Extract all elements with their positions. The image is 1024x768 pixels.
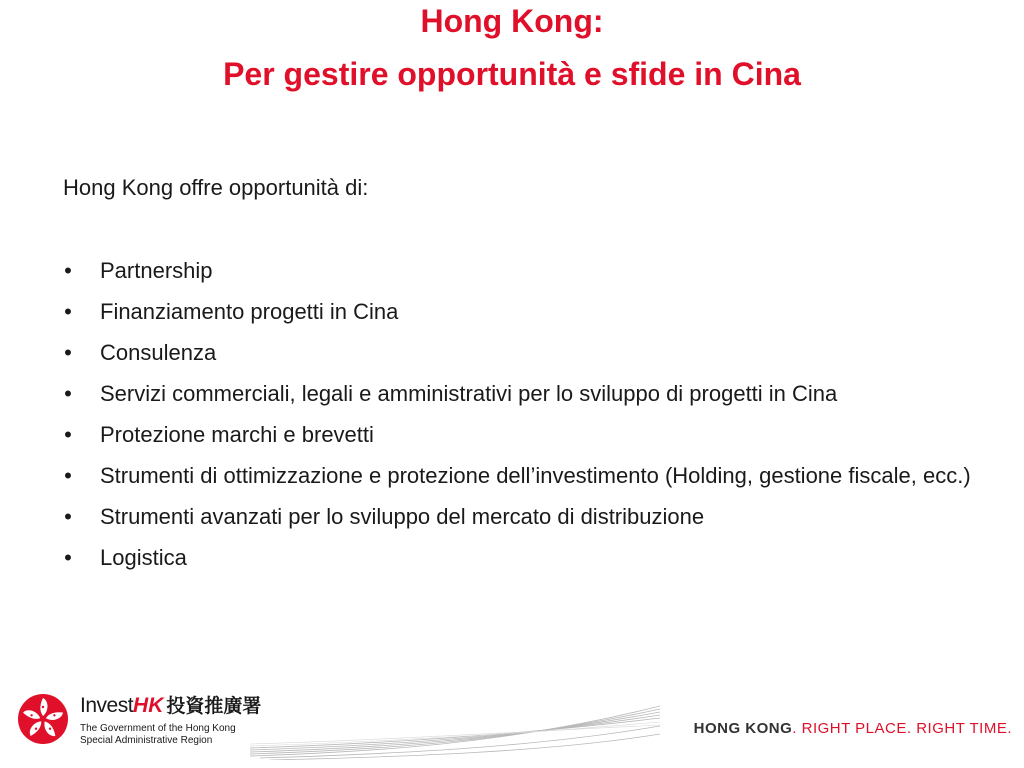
brand-invest: Invest: [80, 694, 134, 717]
tagline-hk: HONG KONG: [693, 720, 793, 737]
list-item: [58, 253, 978, 288]
bullet-dot: •: [64, 299, 72, 324]
title-line-2: Per gestire opportunità e sfide in Cina: [223, 56, 801, 92]
bauhinia-emblem-icon: [18, 694, 68, 744]
bullet-dot: •: [64, 463, 72, 488]
decorative-swoosh: [250, 700, 660, 760]
bullet-list: [58, 253, 978, 581]
bullet-dot: •: [64, 340, 72, 365]
list-item: [58, 540, 978, 575]
bullet-text: Partnership: [100, 258, 213, 283]
footer: [0, 680, 1024, 768]
bullet-text: Logistica: [100, 545, 187, 570]
list-item: [58, 458, 978, 493]
government-caption: [80, 723, 236, 747]
investhk-logo: [80, 694, 261, 719]
list-item: [58, 376, 978, 411]
list-item: [58, 294, 978, 329]
list-item: [58, 499, 978, 534]
bullet-text: Strumenti di ottimizzazione e protezione dell’investimento (Holding, gestione fiscale, ecc.): [100, 463, 971, 488]
brand-hk: HK: [133, 694, 164, 717]
bullet-dot: •: [64, 258, 72, 283]
bullet-text: Servizi commerciali, legali e amministrativi per lo sviluppo di progetti in Cina: [100, 381, 838, 406]
brand-chinese: 投資推廣署: [166, 696, 262, 717]
tagline: [694, 720, 1012, 737]
gov-line-1: The Government of the Hong Kong: [80, 723, 236, 734]
bullet-dot: •: [64, 504, 72, 529]
list-item: [58, 417, 978, 452]
slide-title: [0, 0, 1024, 93]
bullet-text: Finanziamento progetti in Cina: [100, 299, 399, 324]
gov-line-2: Special Administrative Region: [80, 735, 213, 746]
title-line-1: Hong Kong:: [420, 3, 604, 39]
tagline-rest: . RIGHT PLACE. RIGHT TIME.: [792, 720, 1012, 737]
bullet-text: Consulenza: [100, 340, 217, 365]
bullet-text: Strumenti avanzati per lo sviluppo del mercato di distribuzione: [100, 504, 705, 529]
bullet-dot: •: [64, 381, 72, 406]
list-item: [58, 335, 978, 370]
bullet-text: Protezione marchi e brevetti: [100, 422, 374, 447]
intro-text: Hong Kong offre opportunità di:: [63, 175, 369, 200]
bullet-dot: •: [64, 545, 72, 570]
bullet-dot: •: [64, 422, 72, 447]
